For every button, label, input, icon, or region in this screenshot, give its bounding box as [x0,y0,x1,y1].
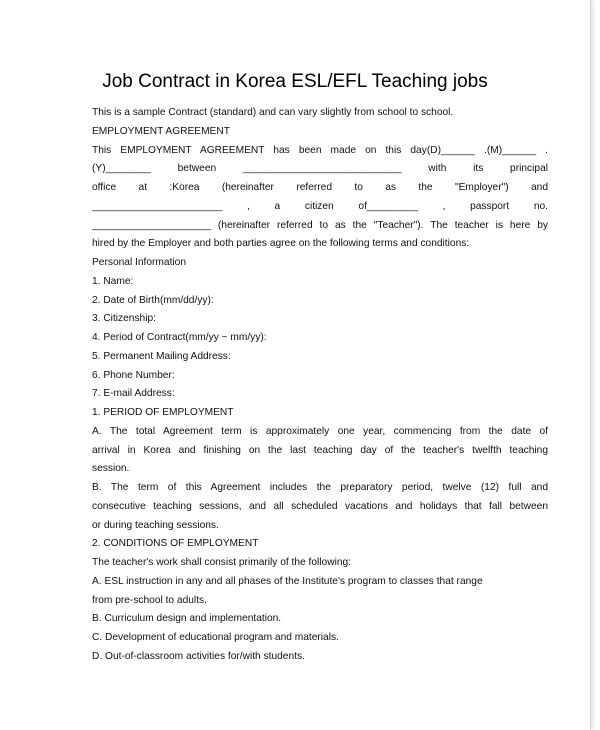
text-line: 5. Permanent Mailing Address: [92,350,231,362]
text-line: session. [92,463,130,475]
text-line: 2. Date of Birth(mm/dd/yy): [92,294,214,306]
text-line: This is a sample Contract (standard) and can vary slightly from school to school. [92,107,454,118]
text-line: or during teaching sessions. [92,519,219,531]
text-line: B. The term of this Agreement includes the preparatory period, twelve (12) full and [92,482,548,493]
text-line: EMPLOYMENT AGREEMENT [92,125,230,137]
text-line: D. Out-of-classroom activities for/with students. [92,650,305,662]
text-line: A. ESL instruction in any and all phases of the Institute's program to classes that range [92,575,483,587]
text-line: _______________________ , a citizen of_________ , passport no. [92,200,548,212]
text-line: A. The total Agreement term is approximately one year, commencing from the date of [92,425,548,437]
text-line: B. Curriculum design and implementation. [92,613,282,625]
text-line: arrival in Korea and finishing on the last teaching day of the teacher's twelfth teaching [92,444,548,456]
document-title: Job Contract in Korea ESL/EFL Teaching jobs [102,71,488,92]
text-line: office at :Korea (hereinafter referred to as the "Employer") and [92,182,548,193]
text-line: from pre-school to adults. [92,594,207,606]
text-line: _____________________ (hereinafter referred to as the "Teacher"). The teacher is here by [92,219,548,231]
text-line: 7. E-mail Address: [92,388,175,400]
text-line: 2. CONDITIONS OF EMPLOYMENT [92,538,259,550]
text-line: The teacher's work shall consist primarily of the following: [92,557,352,568]
text-line: (Y)________ between ____________________________ with its principal [92,163,548,175]
text-line: 6. Phone Number: [92,369,175,381]
text-line: Personal Information [92,257,187,268]
document-body [92,104,548,667]
text-line: 1. PERIOD OF EMPLOYMENT [92,407,234,418]
text-line: This EMPLOYMENT AGREEMENT has been made on this day(D)______ .(M)______ . [92,144,548,156]
text-line: 4. Period of Contract(mm/yy ~ mm/yy): [92,332,267,343]
text-line: 3. Citizenship: [92,313,156,325]
text-line: 1. Name: [92,275,134,287]
text-line: consecutive teaching sessions, and all scheduled vacations and holidays that fall between [92,500,548,512]
text-line: C. Development of educational program and materials. [92,632,339,643]
text-line: hired by the Employer and both parties agree on the following terms and conditions: [92,238,470,250]
